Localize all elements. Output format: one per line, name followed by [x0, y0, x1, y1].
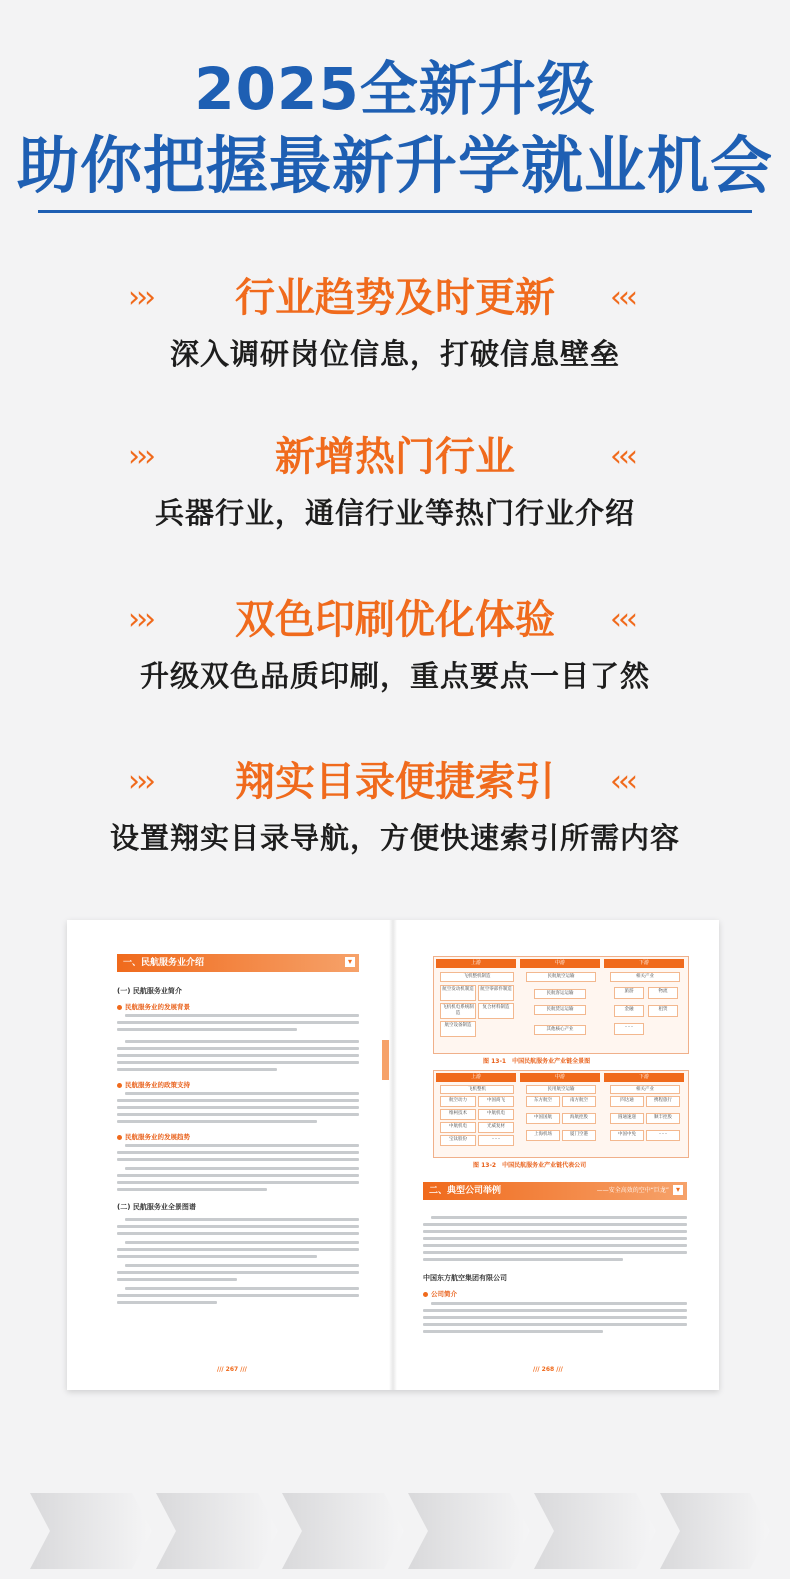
chevron-right-icon: ›››	[128, 602, 152, 637]
diagram-box: 航空发动机制造	[440, 985, 476, 1001]
feature-title: 翔实目录便捷索引	[235, 759, 555, 805]
orange-heading: 公司简介	[423, 1289, 457, 1298]
diagram-box: 上海机场	[526, 1130, 560, 1141]
representative-companies-diagram	[433, 1070, 689, 1158]
chevron-left-icon: ‹‹‹	[610, 602, 634, 637]
diagram-box: 中国中免	[610, 1130, 644, 1141]
diagram-box: 航空设备制造	[440, 1021, 476, 1037]
feature-subtitle: 升级双色品质印刷，重点要点一目了然	[139, 659, 650, 693]
headline-line-2: 助你把握最新升学就业机会	[16, 129, 773, 202]
section-band-tag: ——安全高效的空中“巨龙”	[596, 1187, 669, 1194]
diagram-box: 民用航空运输	[526, 1085, 596, 1094]
diagram-box: 金融	[614, 1005, 644, 1017]
diagram-box: 携程旅行	[646, 1096, 680, 1107]
decorative-chevron-band	[30, 1493, 770, 1569]
section-band-title: 一、民航服务业介绍	[123, 958, 205, 968]
section-band	[423, 1182, 687, 1200]
orange-heading: 民航服务业的发展背景	[117, 1002, 190, 1011]
diagram-box: 顺丰控股	[646, 1113, 680, 1124]
chevron-right-icon: ›››	[128, 764, 152, 799]
feature-section-2	[0, 427, 790, 532]
diagram-box: 中航机电	[478, 1109, 514, 1120]
diagram-box: 民航客运运输	[534, 989, 586, 999]
diagram-box: 相关产业	[610, 1085, 680, 1094]
diagram-box: 飞机机电系统制造	[440, 1003, 476, 1019]
section-band-title: 二、典型公司举例	[429, 1186, 502, 1196]
feature-section-4	[0, 752, 790, 857]
feature-title: 新增热门行业	[275, 434, 515, 480]
page-number: /// 268 ///	[533, 1366, 563, 1373]
diagram-box: 旅游	[614, 987, 644, 999]
chevron-left-icon: ‹‹‹	[610, 439, 634, 474]
headline-line-1: 2025全新升级	[194, 55, 596, 123]
chevron-right-icon: ›››	[128, 280, 152, 315]
feature-title: 行业趋势及时更新	[235, 275, 555, 321]
diagram-box: 海航控股	[562, 1113, 596, 1124]
company-name: 中国东方航空集团有限公司	[423, 1274, 507, 1282]
diagram-box: 民航航空运输	[526, 972, 596, 982]
diagram-box: 飞机整机制造	[440, 972, 514, 982]
chevron-down-icon: ▾	[673, 1185, 683, 1195]
orange-heading: 民航服务业的发展趋势	[117, 1132, 190, 1141]
diagram-box: 航空动力	[440, 1096, 476, 1107]
diagram-box: ……	[614, 1023, 644, 1035]
feature-section-3	[0, 590, 790, 695]
feature-section-1	[0, 268, 790, 373]
column-header-upstream: 上游	[436, 959, 516, 968]
orange-heading: 民航服务业的政策支持	[117, 1080, 190, 1089]
diagram-box: 飞机整机	[440, 1085, 514, 1094]
industry-chain-diagram	[433, 956, 689, 1054]
diagram-box: 四达通	[610, 1096, 644, 1107]
section-band	[117, 954, 359, 972]
chevron-right-icon: ›››	[128, 439, 152, 474]
feature-title: 双色印刷优化体验	[235, 597, 555, 643]
diagram-box: 圆通速递	[610, 1113, 644, 1124]
diagram-box: ……	[478, 1135, 514, 1146]
left-page	[67, 920, 393, 1390]
headline-divider	[38, 210, 752, 213]
chevron-left-icon: ‹‹‹	[610, 280, 634, 315]
subsection-heading: (二) 民航服务业全景图谱	[117, 1203, 196, 1211]
diagram-box: 中航机电	[440, 1122, 476, 1133]
page-number: /// 267 ///	[217, 1366, 247, 1373]
diagram-box: 相关产业	[610, 972, 680, 982]
diagram-box: 东方航空	[526, 1096, 560, 1107]
column-header-midstream: 中游	[520, 959, 600, 968]
diagram-box: 物流	[648, 987, 678, 999]
column-header-downstream: 下游	[604, 1073, 684, 1082]
feature-subtitle: 设置翔实目录导航，方便快速索引所需内容	[109, 821, 680, 855]
diagram-box: 租赁	[648, 1005, 678, 1017]
diagram-box: 其他核心产业	[534, 1025, 586, 1035]
diagram-box: 航空零部件制造	[478, 985, 514, 1001]
column-header-upstream: 上游	[436, 1073, 516, 1082]
diagram-box: 维柯技术	[440, 1109, 476, 1120]
diagram-box: 南方航空	[562, 1096, 596, 1107]
diagram-box: 复合材料制造	[478, 1003, 514, 1019]
figure-caption: 图 13-1 中国民航服务业产业链全景图	[483, 1058, 591, 1065]
diagram-box: 中国国航	[526, 1113, 560, 1124]
diagram-box: 中国商飞	[478, 1096, 514, 1107]
diagram-box: 民航货运运输	[534, 1005, 586, 1015]
feature-subtitle: 深入调研岗位信息，打破信息壁垒	[169, 337, 620, 371]
diagram-box: 宝钛股份	[440, 1135, 476, 1146]
column-header-midstream: 中游	[520, 1073, 600, 1082]
diagram-box: ……	[646, 1130, 680, 1141]
feature-subtitle: 兵器行业，通信行业等热门行业介绍	[154, 496, 635, 530]
diagram-box: 光威复材	[478, 1122, 514, 1133]
column-header-downstream: 下游	[604, 959, 684, 968]
diagram-box: 厦门空港	[562, 1130, 596, 1141]
chevron-left-icon: ‹‹‹	[610, 764, 634, 799]
right-page	[393, 920, 719, 1390]
subsection-heading: (一) 民航服务业简介	[117, 987, 182, 995]
chevron-down-icon: ▾	[345, 957, 355, 967]
book-spread-preview	[67, 920, 719, 1390]
figure-caption: 图 13-2 中国民航服务业产业链代表公司	[473, 1162, 587, 1169]
